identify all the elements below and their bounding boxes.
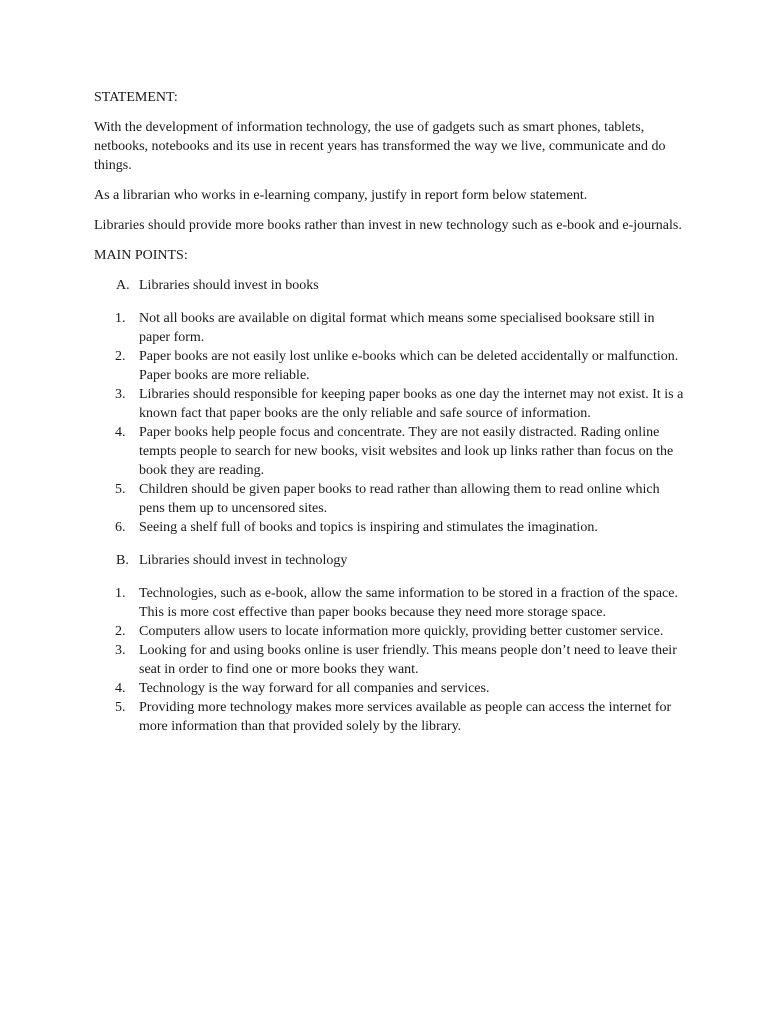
item-text: Not all books are available on digital format which means some specialised booksare still in paper form.	[139, 311, 655, 345]
list-item	[94, 347, 684, 385]
item-number: 5.	[115, 482, 126, 497]
item-number: 1.	[115, 311, 126, 326]
item-text: Technologies, such as e-book, allow the same information to be stored in a fraction of the space. This is more cost effective than paper books because they need more storage space.	[139, 586, 679, 620]
section-marker: A.	[116, 278, 130, 293]
item-number: 1.	[115, 586, 126, 601]
section-marker: B.	[116, 553, 129, 568]
list-item	[94, 309, 684, 347]
item-number: 3.	[115, 643, 126, 658]
intro-paragraph: With the development of information technology, the use of gadgets such as smart phones, tablets, netbooks, notebooks and its use in recent years has transformed the way we live, communicate and do things.	[94, 120, 666, 173]
item-number: 4.	[115, 681, 126, 696]
list-item	[94, 385, 684, 423]
item-text: Libraries should responsible for keeping paper books as one day the internet may not exist. It is a known fact that paper books are the only reliable and safe source of information.	[139, 387, 684, 421]
item-number: 2.	[115, 349, 126, 364]
list-item	[94, 518, 684, 537]
item-number: 2.	[115, 624, 126, 639]
main-points-heading: MAIN POINTS:	[94, 248, 188, 263]
list-item	[94, 641, 684, 679]
item-text: Seeing a shelf full of books and topics is inspiring and stimulates the imagination.	[139, 520, 598, 535]
list-item	[94, 480, 684, 518]
item-text: Technology is the way forward for all companies and services.	[139, 681, 490, 696]
list-item	[94, 698, 684, 736]
item-text: Children should be given paper books to read rather than allowing them to read online which pens them up to uncensored sites.	[139, 482, 660, 516]
statement-heading: STATEMENT:	[94, 90, 178, 105]
section-title-text: Libraries should invest in technology	[139, 553, 348, 568]
section-a-title	[94, 276, 684, 295]
item-number: 6.	[115, 520, 126, 535]
item-text: Providing more technology makes more services available as people can access the internet for more information than that provided solely by the library.	[139, 700, 672, 734]
section-b-title	[94, 551, 684, 570]
list-item	[94, 622, 684, 641]
section-title-text: Libraries should invest in books	[139, 278, 319, 293]
item-number: 3.	[115, 387, 126, 402]
item-number: 4.	[115, 425, 126, 440]
item-text: Looking for and using books online is user friendly. This means people don’t need to leave their seat in order to find one or more books they want.	[139, 643, 677, 677]
item-text: Paper books help people focus and concentrate. They are not easily distracted. Rading online tempts people to search for new books, visit websites and look up links rather than focus on the book they are reading.	[139, 425, 674, 478]
item-text: Paper books are not easily lost unlike e-books which can be deleted accidentally or malfunction. Paper books are more reliable.	[139, 349, 679, 383]
item-text: Computers allow users to locate information more quickly, providing better customer service.	[139, 624, 664, 639]
list-item	[94, 679, 684, 698]
task-paragraph: As a librarian who works in e-learning company, justify in report form below statement.	[94, 188, 588, 203]
list-item	[94, 584, 684, 622]
list-item	[94, 423, 684, 480]
section-b-list	[94, 584, 684, 736]
document-page	[94, 88, 684, 750]
section-a-list	[94, 309, 684, 537]
item-number: 5.	[115, 700, 126, 715]
statement-paragraph: Libraries should provide more books rather than invest in new technology such as e-book and e-journals.	[94, 218, 682, 233]
